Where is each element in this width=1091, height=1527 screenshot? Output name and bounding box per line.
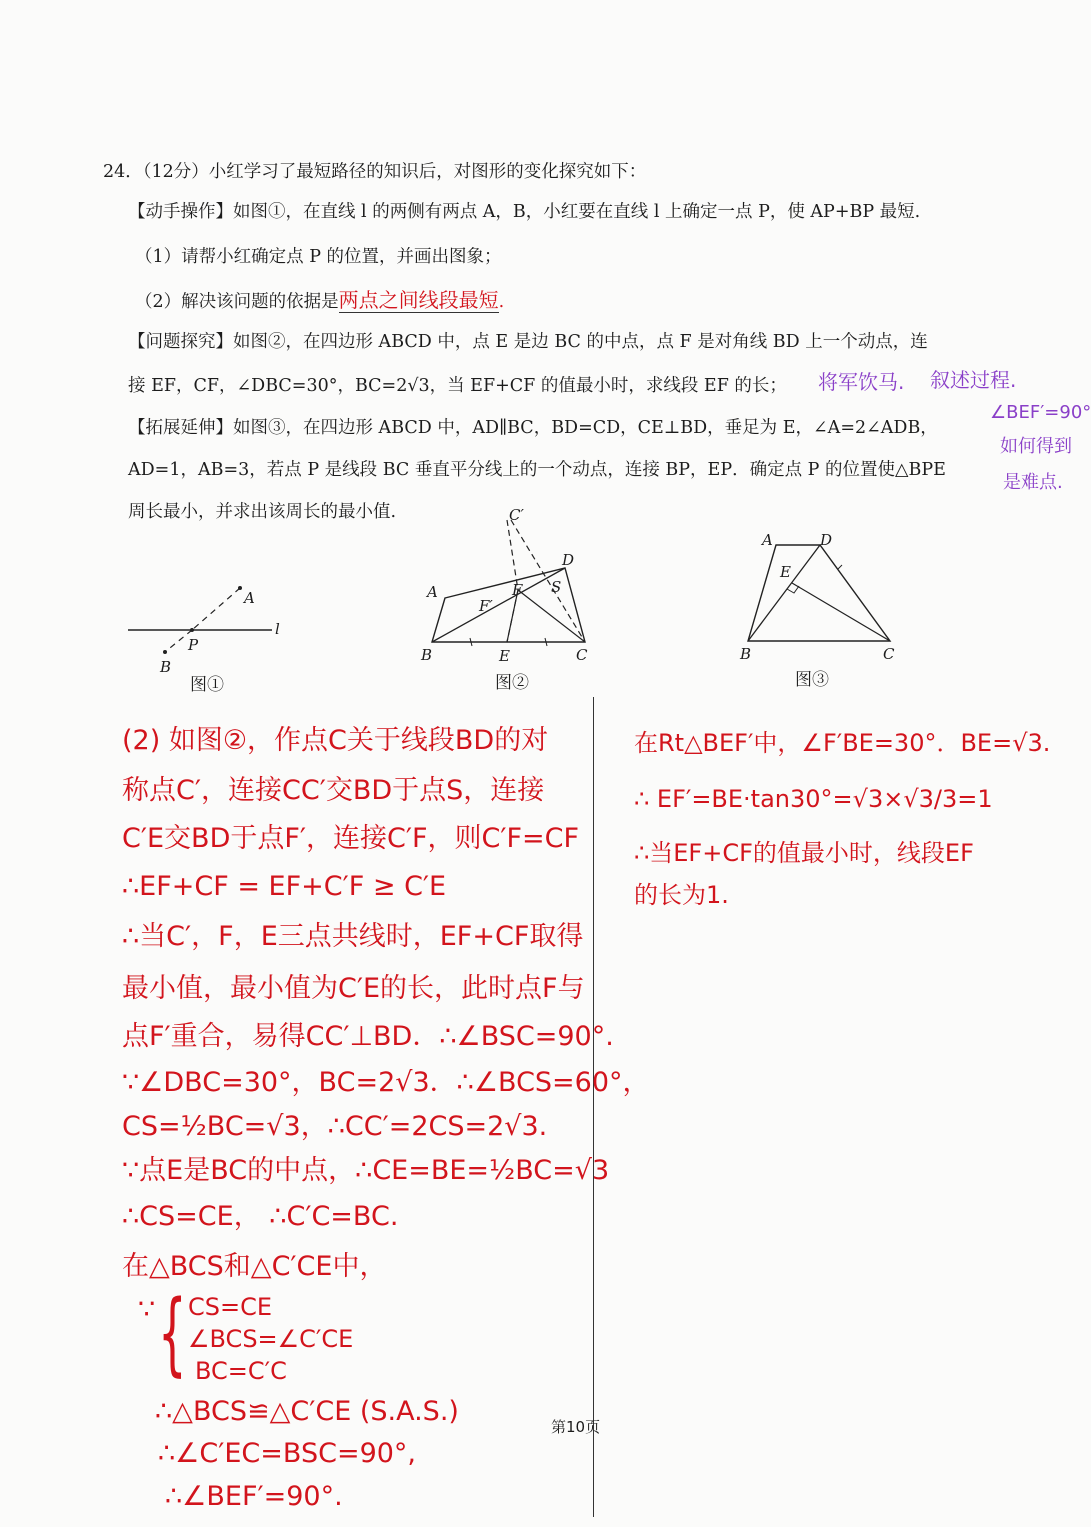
solution-right-3: 的长为1. <box>634 881 729 909</box>
fig1-caption: 图① <box>190 675 224 695</box>
solution-right-2: ∴当EF+CF的值最小时，线段EF <box>634 839 974 867</box>
problem-line-8: 周长最小，并求出该周长的最小值. <box>128 502 397 522</box>
fig2-label-E: E <box>499 647 510 665</box>
solution-left-2: C′E交BD于点F′，连接C′F，则C′F=CF <box>122 823 580 854</box>
fig1-label-l: l <box>275 620 280 638</box>
fig2-label-B: B <box>421 646 433 664</box>
figure-2 <box>415 500 605 670</box>
problem-line-5: 接 EF，CF，∠DBC=30°，BC=2√3，当 EF+CF 的值最小时，求线段 EF 的长； <box>128 376 787 396</box>
solution-left-8: CS=½BC=√3，∴CC′=2CS=2√3. <box>122 1111 548 1142</box>
brace-line-2: BC=C′C <box>195 1357 287 1385</box>
problem-line-4: 【问题探究】如图②，在四边形 ABCD 中，点 E 是边 BC 的中点，点 F 是对角线 BD 上一个动点，连 <box>128 332 928 352</box>
solution-left-0: (2) 如图②，作点C关于线段BD的对 <box>122 725 549 756</box>
margin-note-2: 叙述过程. <box>930 368 1017 392</box>
column-divider <box>593 697 594 1517</box>
solution-left-tail-1: ∴∠C′EC=BSC=90°, <box>158 1438 417 1469</box>
solution-left-10: ∴CS=CE， ∴C′C=BC. <box>122 1201 399 1232</box>
solution-right-1: ∴ EF′=BE·tan30°=√3×√3/3=1 <box>634 785 993 813</box>
margin-note-5: 是难点. <box>1003 472 1063 493</box>
problem-line-6: 【拓展延伸】如图③，在四边形 ABCD 中，AD∥BC，BD=CD，CE⊥BD，垂足为 E，∠A=2∠ADB， <box>128 418 938 438</box>
fig3-label-B: B <box>740 645 752 663</box>
fig2-label-Cp: C′ <box>509 506 524 524</box>
figure-1 <box>120 570 300 680</box>
fig2-label-D: D <box>562 551 575 569</box>
margin-note-4: 如何得到 <box>1000 436 1072 457</box>
fig3-label-D: D <box>820 531 833 549</box>
fig2-label-A: A <box>427 583 438 601</box>
fig3-label-A: A <box>762 531 773 549</box>
solution-right-0: 在Rt△BEF′中，∠F′BE=30°．BE=√3. <box>634 729 1051 757</box>
brace-line-0: CS=CE <box>188 1293 273 1321</box>
solution-left-tail-0: ∴△BCS≌△C′CE (S.A.S.) <box>155 1396 459 1427</box>
problem-line-1: 【动手操作】如图①，在直线 l 的两侧有两点 A，B，小红要在直线 l 上确定一点 P，使 AP+BP 最短. <box>128 202 921 222</box>
solution-left-3: ∴EF+CF = EF+C′F ≥ C′E <box>122 871 447 902</box>
problem-line-7: AD=1，AB=3，若点 P 是线段 BC 垂直平分线上的一个动点，连接 BP，EP．确定点 P 的位置使△BPE <box>128 460 946 480</box>
solution-left-5: 最小值，最小值为C′E的长，此时点F与 <box>122 973 585 1004</box>
brace-line-1: ∠BCS=∠C′CE <box>188 1325 354 1353</box>
solution-left-6: 点F′重合，易得CC′⊥BD．∴∠BSC=90°. <box>122 1021 614 1052</box>
fig2-label-S: S <box>551 578 562 596</box>
fig2-label-C: C <box>576 646 588 664</box>
fig3-label-C: C <box>883 645 895 663</box>
because-symbol: ∵ <box>138 1294 156 1325</box>
margin-note-3: ∠BEF′=90° <box>990 402 1091 423</box>
fig1-label-B: B <box>160 658 172 676</box>
solution-left-9: ∵点E是BC的中点，∴CE=BE=½BC=√3 <box>122 1155 610 1186</box>
fig1-label-P: P <box>188 636 199 654</box>
handwritten-answer-1: 两点之间线段最短 <box>338 288 499 312</box>
fig2-label-F: F <box>512 581 523 599</box>
solution-left-4: ∴当C′，F，E三点共线时，EF+CF取得 <box>122 921 584 952</box>
page-number: 第10页 <box>551 1418 601 1436</box>
solution-left-1: 称点C′，连接CC′交BD于点S，连接 <box>122 775 545 806</box>
fig2-label-Fp: F′ <box>479 597 493 615</box>
problem-header: 24．（12分）小红学习了最短路径的知识后，对图形的变化探究如下： <box>103 162 647 182</box>
solution-left-tail-2: ∴∠BEF′=90°. <box>165 1481 343 1512</box>
solution-left-11: 在△BCS和△C′CE中， <box>122 1251 387 1282</box>
problem-line-3-text: （2）解决该问题的依据是 <box>135 292 339 312</box>
solution-left-7: ∵∠DBC=30°，BC=2√3．∴∠BCS=60°， <box>122 1067 650 1098</box>
brace: { <box>158 1281 187 1386</box>
figure-3 <box>730 525 910 665</box>
problem-line-2: （1）请帮小红确定点 P 的位置，并画出图象； <box>135 247 502 267</box>
fig3-label-E: E <box>780 563 791 581</box>
fig3-caption: 图③ <box>795 670 829 690</box>
margin-note-1: 将军饮马. <box>818 370 905 394</box>
fig2-caption: 图② <box>495 673 529 693</box>
problem-line-3: （2）解决该问题的依据是两点之间线段最短. <box>135 288 505 312</box>
fig1-label-A: A <box>244 589 255 607</box>
